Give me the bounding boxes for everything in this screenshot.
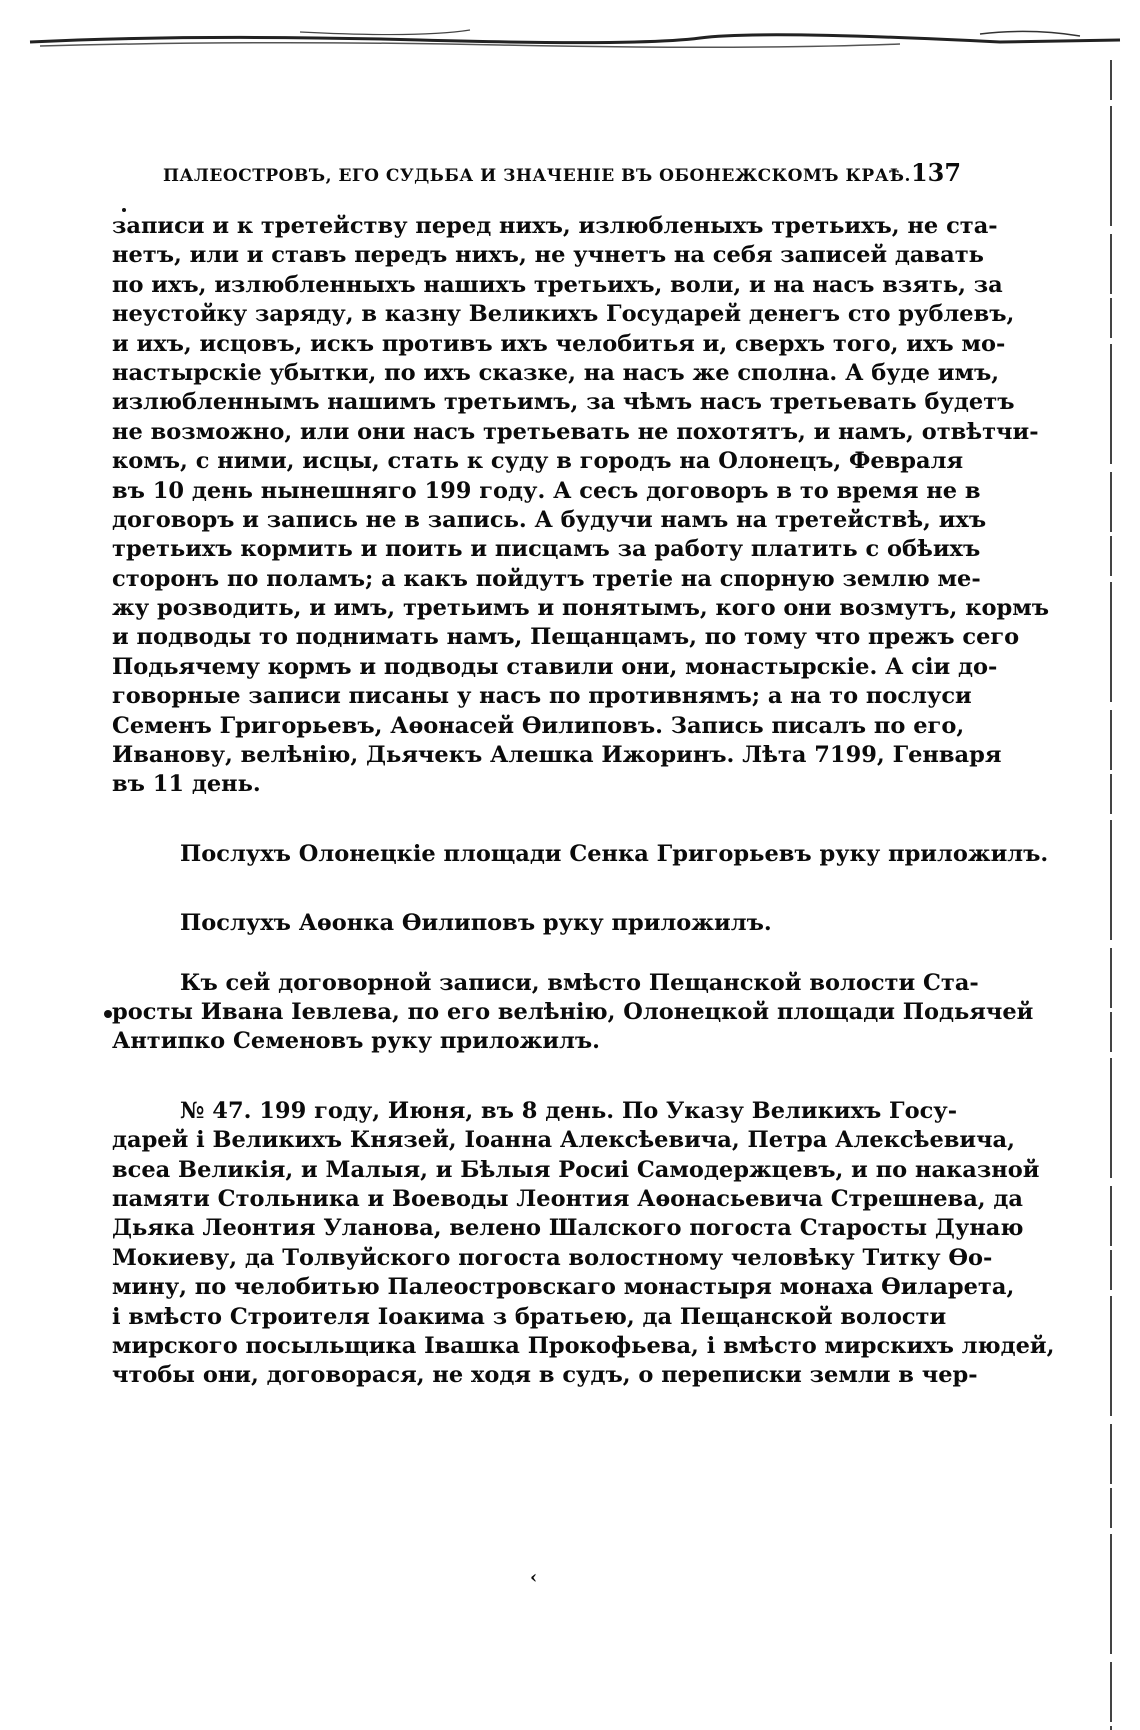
text-line: говорные записи писаны у насъ по противнямъ; а на то послуси (112, 683, 972, 710)
paragraph-3 (112, 1097, 1055, 1391)
paragraph-2 (112, 969, 1034, 1057)
witness-line-2: Послухъ Аѳонка Ѳилиповъ руку приложилъ. (180, 910, 772, 937)
text-line: договоръ и запись не в запись. А будучи намъ на третействѣ, ихъ (112, 506, 987, 533)
ink-dot-top (122, 208, 126, 212)
witness-line-1: Послухъ Олонецкіе площади Сенка Григорьевъ руку приложилъ. (180, 840, 1049, 867)
text-line: памяти Стольника и Воеводы Леонтия Аѳонасьевича Стрешнева, да (112, 1185, 1024, 1212)
text-line: комъ, с ними, исцы, стать к суду в городъ на Олонецъ, Февраля (112, 448, 964, 475)
text-line: всеа Великія, и Малыя, и Бѣлыя Росиі Самодержцевъ, и по наказной (112, 1156, 1040, 1183)
text-line: Семенъ Григорьевъ, Аѳонасей Ѳилиповъ. Запись писалъ по его, (112, 712, 965, 739)
text-line: и ихъ, исцовъ, искъ противъ ихъ челобитья и, сверхъ того, ихъ мо- (112, 330, 1006, 357)
text-line: Антипко Семеновъ руку приложилъ. (112, 1028, 601, 1055)
stray-mark: ‹ (530, 1567, 538, 1588)
scan-edge-top (0, 28, 1120, 50)
text-line: росты Ивана Іевлева, по его велѣнію, Олонецкой площади Подьячей (112, 998, 1034, 1025)
spacer (112, 1057, 940, 1097)
text-line: № 47. 199 году, Июня, въ 8 день. По Указу Великихъ Госу- (180, 1097, 958, 1124)
text-line: по ихъ, излюбленныхъ нашихъ третьихъ, воли, и на насъ взять, за (112, 271, 1003, 298)
text-line: третьихъ кормить и поить и писцамъ за работу платить с обѣихъ (112, 536, 981, 563)
text-line: излюбленнымъ нашимъ третьимъ, за чѣмъ насъ третьевать будетъ (112, 389, 1015, 416)
spacer (112, 939, 940, 969)
text-line: нетъ, или и ставъ передъ нихъ, не учнетъ на себя записей давать (112, 242, 984, 269)
text-line: въ 10 день нынешняго 199 году. А сесъ договоръ в то время не в (112, 477, 981, 504)
page-number: 137 (910, 158, 962, 187)
text-line: и подводы то поднимать намъ, Пещанцамъ, по тому что прежъ сего (112, 624, 1020, 651)
text-line: неустойку заряду, в казну Великихъ Государей денегъ сто рублевъ, (112, 301, 1015, 328)
text-line: записи и к третейству перед нихъ, излюбленыхъ третьихъ, не ста- (112, 213, 998, 239)
ink-dot-margin (104, 1010, 112, 1018)
text-line: і вмѣсто Строителя Іоакима з братьею, да Пещанской волости (112, 1303, 947, 1330)
paragraph-1 (112, 212, 1050, 800)
running-title: ПАЛЕОСТРОВЪ, ЕГО СУДЬБА И ЗНАЧЕНІЕ ВЪ ОБОНЕЖСКОМЪ КРАѢ. (163, 166, 911, 186)
text-line: не возможно, или они насъ третьевать не похотятъ, и намъ, отвѣтчи- (112, 418, 1039, 445)
text-line: Къ сей договорной записи, вмѣсто Пещанской волости Ста- (180, 969, 979, 996)
text-line: дарей і Великихъ Князей, Іоанна Алексѣевича, Петра Алексѣевича, (112, 1127, 1015, 1154)
spacer (112, 800, 940, 840)
body-text (112, 212, 1055, 1391)
page-header (163, 158, 962, 188)
text-line: мирского посыльщика Івашка Прокофьева, і вмѣсто мирскихъ людей, (112, 1332, 1055, 1359)
text-line: Иванову, велѣнію, Дьячекъ Алешка Ижоринъ. Лѣта 7199, Генваря (112, 742, 1002, 769)
text-line: мину, по челобитью Палеостровскаго монастыря монаха Ѳиларета, (112, 1274, 1015, 1301)
text-line: Дьяка Леонтия Уланова, велено Шалского погоста Старосты Дунаю (112, 1215, 1024, 1242)
text-line: Подьячему кормъ и подводы ставили они, монастырскіе. А сіи до- (112, 653, 998, 680)
text-line: въ 11 день. (112, 771, 261, 798)
spacer (112, 869, 940, 909)
text-line: настырскіе убытки, по ихъ сказке, на насъ же сполна. А буде имъ, (112, 359, 1000, 386)
text-line: жу розводить, и имъ, третьимъ и понятымъ, кого они возмутъ, кормъ (112, 595, 1050, 622)
text-line: Мокиеву, да Толвуйского погоста волостному человѣку Титку Ѳо- (112, 1244, 993, 1271)
text-line: чтобы они, договорася, не ходя в судъ, о переписки земли в чер- (112, 1362, 978, 1389)
text-line: сторонъ по поламъ; а какъ пойдутъ третіе на спорную землю ме- (112, 565, 981, 592)
scan-edge-right (1108, 60, 1114, 1730)
